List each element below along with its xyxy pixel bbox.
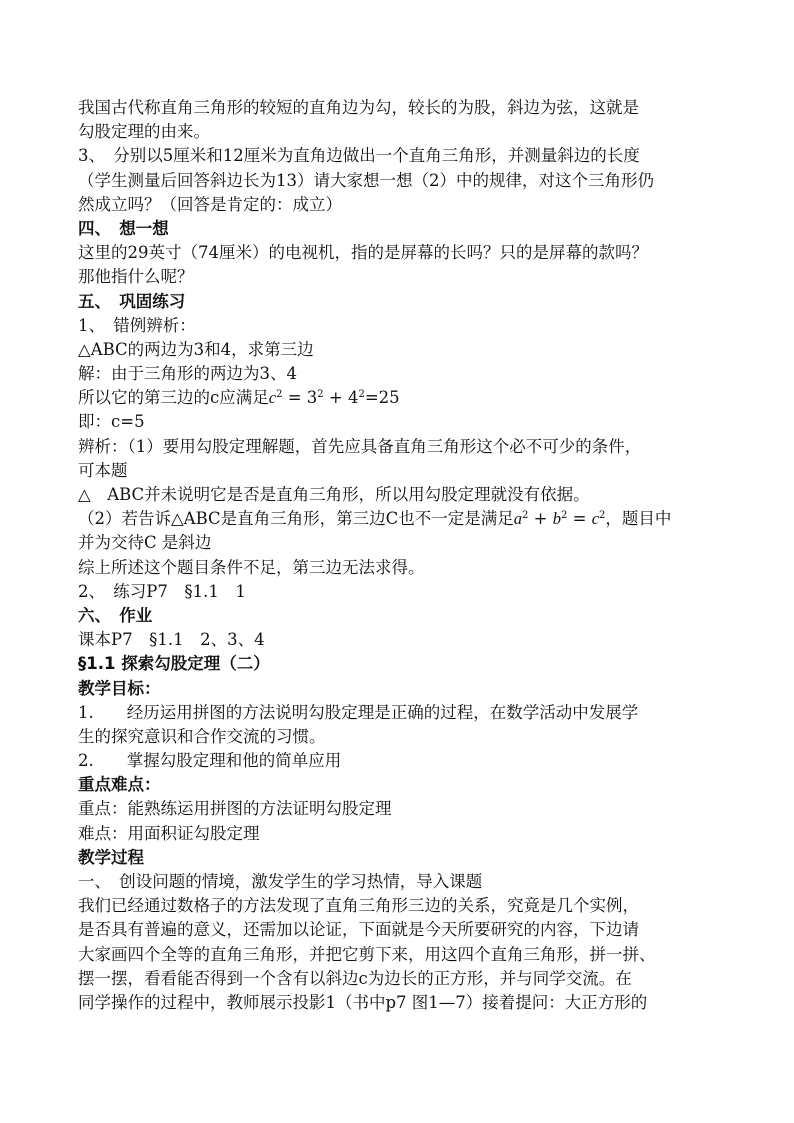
formula-line [78,507,718,531]
formula-part: =25 [364,388,400,408]
formula-exponent: 2 [599,510,606,522]
formula-part: = [567,509,592,529]
formula-var: c [268,388,277,408]
formula-line [78,386,718,410]
formula-part: = 3 [282,388,318,408]
section-heading: 五、 巩固练习 [78,291,186,311]
text-line: 2. 掌握勾股定理和他的简单应用 [78,751,342,771]
text-line: 即：c=5 [78,412,145,432]
text-line: 我国古代称直角三角形的较短的直角边为勾，较长的为股，斜边为弦，这就是 [78,98,639,117]
formula-exponent: 2 [358,389,365,401]
text-span: 所以它的第三边的c应满足 [78,388,269,408]
section-heading: 教学过程 [78,847,144,867]
formula-exponent: 2 [317,389,324,401]
text-line: 1. 经历运用拼图的方法说明勾股定理是正确的过程，在数学活动中发展学 [78,702,639,722]
text-line: △ABC的两边为3和4，求第三边 [78,339,314,359]
text-line: 生的探究意识和合作交流的习惯。 [78,726,326,746]
text-line: 可本题 [78,460,128,480]
text-line: 是否具有普遍的意义，还需加以论证，下面就是今天所要研究的内容，下边请 [78,920,639,940]
text-line: 这里的29英寸（74厘米）的电视机，指的是屏幕的长吗？只的是屏幕的款吗？ [78,243,648,263]
section-heading: 四、 想一想 [78,218,169,238]
text-line: 难点：用面积证勾股定理 [78,823,260,843]
formula-exponent: 2 [276,389,283,401]
formula-exponent: 2 [522,510,529,522]
text-line: 然成立吗？（回答是肯定的：成立） [78,194,342,214]
section-heading: 重点难点： [78,775,161,795]
text-span: ，题目中 [605,509,672,529]
text-line: 解：由于三角形的两边为3、4 [78,364,297,384]
formula-var: b [552,509,561,529]
text-line: 2、 练习P7 §1.1 1 [78,581,246,601]
section-heading: 六、 作业 [78,605,153,625]
text-line: 摆一摆，看看能否得到一个含有以斜边c为边长的正方形，并与同学交流。在 [78,968,632,988]
text-line: 课本P7 §1.1 2、3、4 [78,630,265,650]
text-line: 综上所述这个题目条件不足，第三边无法求得。 [78,557,425,577]
text-span: （2）若告诉△ABC是直角三角形，第三边C也不一定是满足 [78,509,514,529]
text-line: 辨析：（1）要用勾股定理解题，首先应具备直角三角形这个必不可少的条件， [78,436,642,456]
text-line: 我们已经通过数格子的方法发现了直角三角形三边的关系，究竟是几个实例， [78,896,639,916]
document-page [78,96,718,1015]
formula-part: + [528,509,553,529]
section-title: §1.1 探索勾股定理（二） [78,654,270,674]
text-line: 同学操作的过程中，教师展示投影1（书中p7 图1—7）接着提问：大正方形的 [78,992,648,1012]
formula-var: a [513,509,523,529]
text-line: 一、 创设问题的情境，激发学生的学习热情，导入课题 [78,872,483,891]
formula-part: + 4 [323,388,359,408]
text-line: 大家画四个全等的直角三角形，并把它剪下来，用这四个直角三角形，拼一拼、 [78,944,656,964]
formula-var: c [591,509,600,529]
text-line: 1、 错例辨析： [78,315,196,335]
text-line: 3、 分别以5厘米和12厘米为直角边做出一个直角三角形，并测量斜边的长度 [78,146,640,166]
text-line: 那他指什么呢？ [78,267,194,287]
text-line: （学生测量后回答斜边长为13）请大家想一想（2）中的规律，对这个三角形仍 [78,170,654,190]
formula-exponent: 2 [561,510,568,522]
section-heading: 教学目标： [78,678,161,698]
text-line: 并为交待C 是斜边 [78,533,212,553]
text-line: △ ABC并未说明它是否是直角三角形，所以用勾股定理就没有依据。 [78,485,590,504]
text-line: 重点：能熟练运用拼图的方法证明勾股定理 [78,799,392,819]
text-line: 勾股定理的由来。 [78,122,210,142]
